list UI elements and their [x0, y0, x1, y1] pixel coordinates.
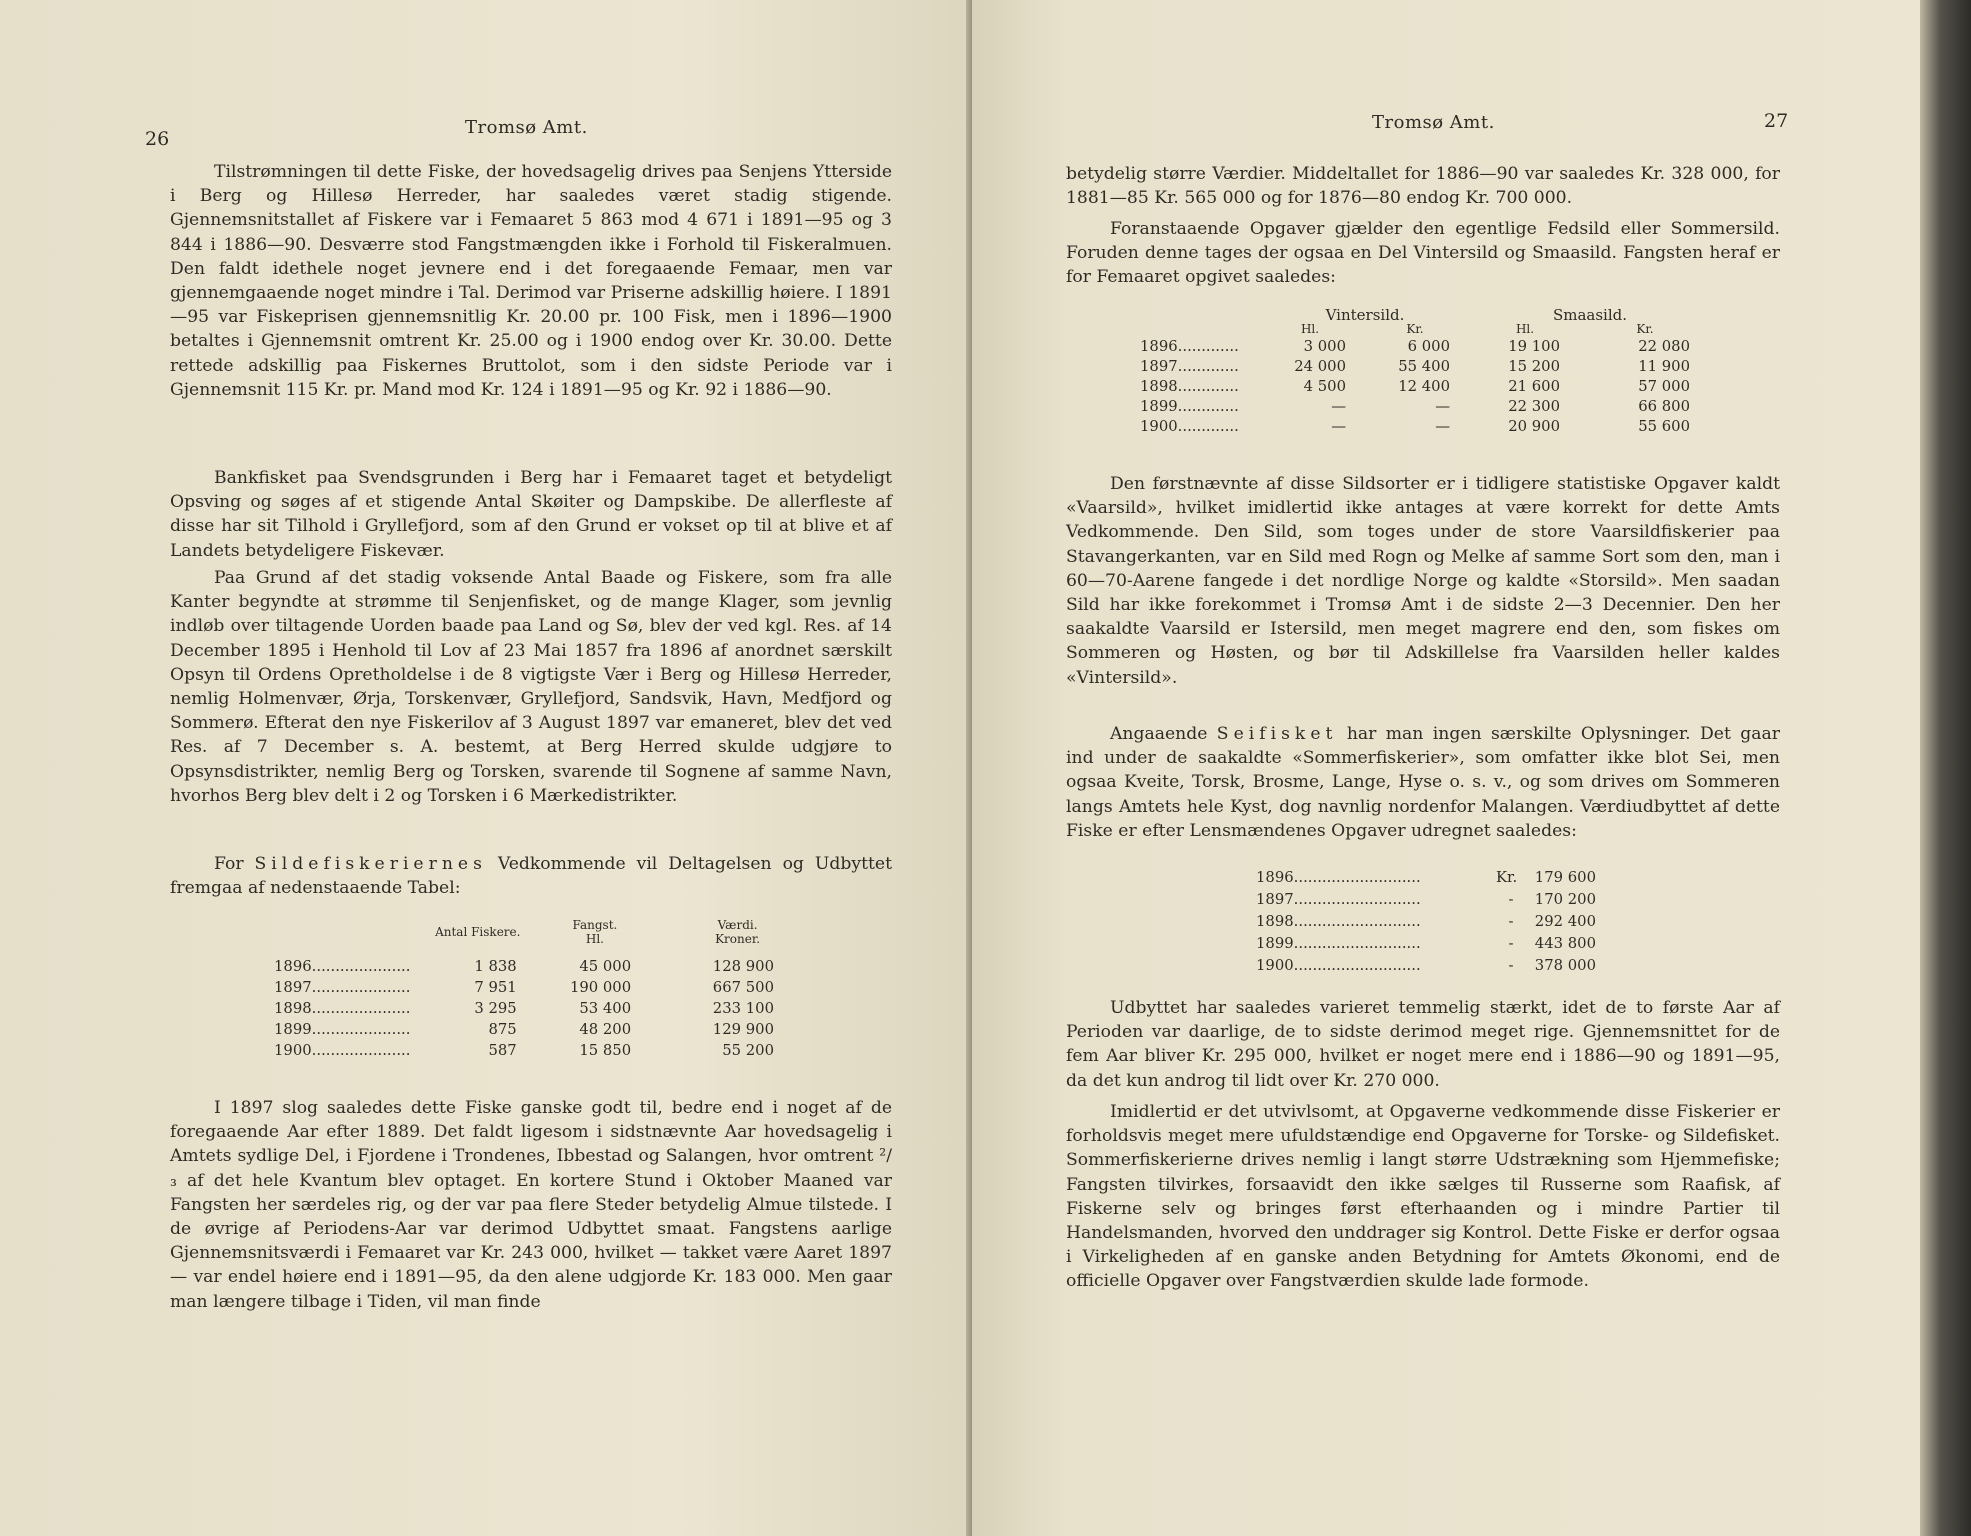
column-header: Fangst. Hl. — [572, 918, 618, 946]
right-page — [972, 0, 1920, 1536]
book-edge — [1920, 0, 1971, 1536]
table-row: 1899............. — — 22 300 66 800 — [1140, 397, 1690, 415]
page-number: 26 — [145, 128, 170, 150]
running-head: Tromsø Amt. — [465, 117, 588, 138]
table-row: 1897........................... - 170 200 — [1256, 890, 1596, 908]
column-group-header: Vintersild. — [1325, 306, 1405, 324]
paragraph: Foranstaaende Opgaver gjælder den egentlige Fedsild eller Sommersild. Foruden denne tages der ogsaa en Del Vintersild og Smaasild. Fangsten heraf er for Femaaret opgivet saaledes: — [1066, 219, 1780, 288]
table-row: 1900........................... - 378 000 — [1256, 956, 1596, 974]
paragraph: Tilstrømningen til dette Fiske, der hovedsagelig drives paa Senjens Ytterside i Berg og Hillesø Herreder, har saaledes været stadig stigende. Gjennemsnitstallet af Fiskere var i Femaaret 5 863 mod 4 671 i 1891—95 og 3 844 i 1886—90. Desværre stod Fangstmængden ikke i Forhold til Fiskeralmuen. Den faldt idethele noget jevnere end i det foregaaende Femaar, men var gjennemgaaende noget mindre i Tal. Derimod var Priserne adskillig høiere. I 1891—95 var Fiskeprisen gjennemsnitlig Kr. 20.00 pr. 100 Fisk, men i 1896—1900 betaltes i Gjennemsnit omtrent Kr. 25.00 og i 1900 endog over Kr. 30.00. Dette rettede adskillig paa Fiskernes Bruttolot, som i den sidste Periode var i Gjennemsnit 115 Kr. pr. Mand mod Kr. 124 i 1891—95 og Kr. 92 i 1886—90. — [170, 162, 892, 400]
table-row: 1900..................... 587 15 850 55 200 — [274, 1042, 774, 1059]
table-row: 1896..................... 1 838 45 000 128 900 — [274, 958, 774, 975]
table-row: 1899........................... - 443 800 — [1256, 934, 1596, 952]
paragraph: For Sildefiskeriernes Vedkommende vil Deltagelsen og Udbyttet fremgaa af nedenstaaende Tabel: — [170, 854, 892, 899]
table-row: 1896........................... Kr. 179 600 — [1256, 868, 1596, 886]
paragraph: betydelig større Værdier. Middeltallet for 1886—90 var saaledes Kr. 328 000, for 1881—85 Kr. 565 000 og for 1876—80 endog Kr. 700 000. — [1066, 164, 1780, 209]
table-row: 1897..................... 7 951 190 000 667 500 — [274, 979, 774, 996]
column-header: Værdi. Kroner. — [715, 918, 761, 946]
table-row: 1900............. — — 20 900 55 600 — [1140, 417, 1690, 435]
left-page — [0, 0, 972, 1536]
page-number: 27 — [1764, 110, 1789, 132]
paragraph: Den førstnævnte af disse Sildsorter er i tidligere statistiske Opgaver kaldt «Vaarsild», hvilket imidlertid ikke antages at være korrekt for dette Amts Vedkommende. Den Sild, som toges under de store Vaarsildfiskerier paa Stavangerkanten, var en Sild med Rogn og Melke af samme Sort som den, man i 60—70-Aarene fangede i det nordlige Norge og kaldte «Storsild». Men saadan Sild har ikke forekommet i Tromsø Amt i de sidste 2—3 Decennier. Den her saakaldte Vaarsild er Istersild, men meget magrere end den, som fiskes om Sommeren og Høsten, og bør til Adskillelse fra Vaarsilden heller kaldes «Vintersild». — [1066, 474, 1780, 688]
sildefiske-table — [274, 918, 814, 1061]
table-row: 1898..................... 3 295 53 400 233 100 — [274, 1000, 774, 1017]
seifiske-table — [1256, 866, 1596, 976]
paragraph: Imidlertid er det utvivlsomt, at Opgaverne vedkommende disse Fiskerier er forholdsvis meget mere ufuldstændige end Opgaverne for Torske- og Sildefisket. Sommerfiskerierne drives nemlig i langt større Udstrækning som Hjemmefiske; Fangsten tilvirkes, forsaavidt den ikke sælges til Russerne som Raafisk, af Fiskerne selv og bringes først efterhaanden og i mindre Partier til Handelsmanden, hvorved den unddrager sig Kontrol. Dette Fiske er derfor ogsaa i Virkeligheden af en ganske anden Betydning for Amtets Økonomi, end de officielle Opgaver over Fangstværdien skulde lade formode. — [1066, 1102, 1780, 1292]
table-row: 1896............. 3 000 6 000 19 100 22 080 — [1140, 337, 1690, 355]
table-row: 1897............. 24 000 55 400 15 200 11 900 — [1140, 357, 1690, 375]
column-header: Antal Fiskere. — [435, 925, 521, 939]
paragraph: Angaaende Seifisket har man ingen særskilte Oplysninger. Det gaar ind under de saakaldte «Sommerfiskerier», som omfatter ikke blot Sei, men ogsaa Kveite, Torsk, Brosme, Lange, Hyse o. s. v., og som drives om Sommeren langs Amtets hele Kyst, dog navnlig nordenfor Malangen. Værdiudbyttet af dette Fiske er efter Lensmændenes Opgaver udregnet saaledes: — [1066, 724, 1780, 841]
table-row: 1899..................... 875 48 200 129 900 — [274, 1021, 774, 1038]
column-group-header: Smaasild. — [1552, 306, 1628, 324]
paragraph: Bankfisket paa Svendsgrunden i Berg har i Femaaret taget et betydeligt Opsving og søges af et stigende Antal Skøiter og Dampskibe. De allerfleste af disse har sit Tilhold i Gryllefjord, som af den Grund er vokset op til at blive et af Landets betydeligere Fiskevær. — [170, 468, 892, 561]
vinter-smaasild-table: Vintersild. Smaasild. Hl. Kr. Hl. Kr. 1896............. 3 000 6 000 19 100 22 080 1897............. 24 000 55 400 15 200 11 900 1898............. 4 500 12 400 21 600 57 000 1899............. — — 22 300 66 800 1900............. — — 20 900 55 600 — [1140, 308, 1710, 436]
paragraph: Paa Grund af det stadig voksende Antal Baade og Fiskere, som fra alle Kanter begyndte at strømme til Senjenfisket, og de mange Klager, som jevnlig indløb over tiltagende Uorden baade paa Land og Sø, blev der ved kgl. Res. af 14 December 1895 i Henhold til Lov af 23 Mai 1857 fra 1896 af anordnet særskilt Opsyn til Ordens Opretholdelse i de 8 vigtigste Vær i Berg og Hillesø Herreder, nemlig Holmenvær, Ørja, Torskenvær, Gryllefjord, Sandsvik, Havn, Medfjord og Sommerø. Efterat den nye Fiskerilov af 3 August 1897 var emaneret, blev det ved Res. af 7 December s. A. bestemt, at Berg Herred skulde udgjøre to Opsynsdistrikter, nemlig Berg og Torsken, svarende til Sognene af samme Navn, hvorhos Berg blev delt i 2 og Torsken i 6 Mærkedistrikter. — [170, 568, 892, 806]
paragraph: I 1897 slog saaledes dette Fiske ganske godt til, bedre end i noget af de foregaaende Aar efter 1889. Det faldt ligesom i sidstnævnte Aar hovedsagelig i Amtets sydlige Del, i Fjordene i Trondenes, Ibbestad og Salangen, hvor omtrent ²/₃ af det hele Kvantum blev optaget. En kortere Stund i Oktober Maaned var Fangsten her særdeles rig, og der var paa flere Steder betydelig Almue tilstede. I de øvrige af Periodens-Aar var derimod Udbyttet smaat. Fangstens aarlige Gjennemsnitsværdi i Femaaret var Kr. 243 000, hvilket — takket være Aaret 1897 — var endel høiere end i 1891—95, da den alene udgjorde Kr. 183 000. Men gaar man længere tilbage i Tiden, vil man finde — [170, 1098, 892, 1312]
table-row: 1898........................... - 292 400 — [1256, 912, 1596, 930]
running-head: Tromsø Amt. — [1372, 112, 1495, 133]
table-row: 1898............. 4 500 12 400 21 600 57 000 — [1140, 377, 1690, 395]
paragraph: Udbyttet har saaledes varieret temmelig stærkt, idet de to første Aar af Perioden var daarlige, de to sidste derimod meget rige. Gjennemsnittet for de fem Aar bliver Kr. 295 000, hvilket er noget mere end i 1886—90 og 1891—95, da det kun androg til lidt over Kr. 270 000. — [1066, 998, 1780, 1091]
